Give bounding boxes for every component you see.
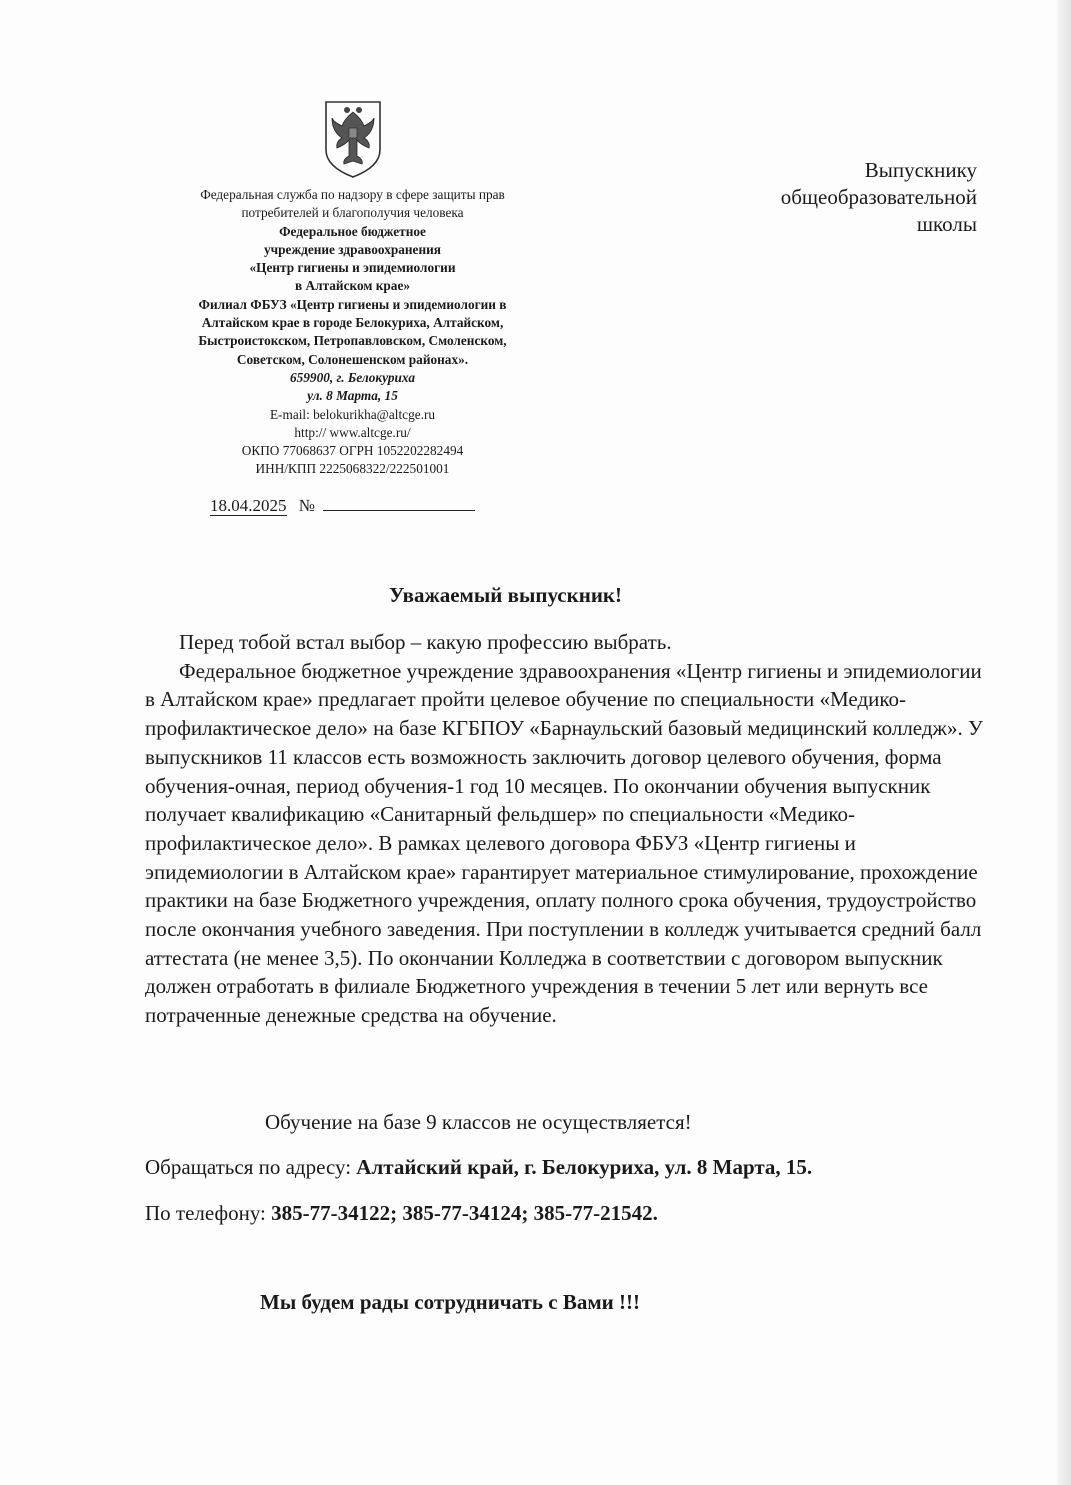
- scan-edge: [1057, 0, 1071, 1485]
- addressee-line: Выпускнику: [864, 158, 977, 182]
- letterhead-line: http:// www.altcge.ru/: [294, 424, 411, 440]
- letterhead-line: Федеральное бюджетное: [279, 223, 426, 239]
- letterhead-text: [160, 186, 545, 479]
- paragraph: Перед тобой встал выбор – какую профессию выбрать.: [179, 630, 672, 654]
- addressee-line: общеобразовательной: [780, 185, 977, 209]
- letter-date: 18.04.2025: [210, 496, 287, 515]
- letterhead-line: 659900, г. Белокуриха: [289, 369, 416, 385]
- salutation: Уважаемый выпускник!: [388, 583, 623, 607]
- letterhead-line: «Центр гигиены и эпидемиологии: [249, 260, 456, 276]
- contact-phone: [145, 1201, 658, 1226]
- letterhead: [160, 98, 545, 479]
- contact-address: [145, 1155, 812, 1180]
- closing: Мы будем рады сотрудничать с Вами !!!: [260, 1290, 640, 1314]
- letterhead-line: Алтайском крае в городе Белокуриха, Алтайском,: [201, 315, 504, 331]
- date-number-line: [210, 496, 475, 516]
- letterhead-line: учреждение здравоохранения: [264, 241, 441, 257]
- letterhead-line: E-mail: belokurikha@altcge.ru: [269, 406, 436, 422]
- letterhead-line: Советском, Солонешенском районах».: [236, 351, 469, 367]
- letter-body: [145, 628, 985, 1030]
- number-label: №: [298, 496, 315, 515]
- russian-coat-of-arms-icon: [320, 98, 386, 180]
- addressee-line: школы: [916, 212, 977, 236]
- letterhead-line: ИНН/КПП 2225068322/222501001: [255, 461, 450, 477]
- letterhead-line: потребителей и благополучия человека: [241, 205, 464, 221]
- address-value: Алтайский край, г. Белокуриха, ул. 8 Марта, 15.: [356, 1155, 813, 1179]
- phone-value: 385-77-34122; 385-77-34124; 385-77-21542.: [271, 1201, 658, 1225]
- letterhead-line: ОКПО 77068637 ОГРН 1052202282494: [241, 443, 464, 459]
- letterhead-line: в Алтайском крае»: [295, 278, 410, 294]
- address-label: Обращаться по адресу:: [145, 1155, 357, 1179]
- paragraph: Федеральное бюджетное учреждение здравоохранения «Центр гигиены и эпидемиологии в Алтайском крае» предлагает пройти целевое обучение по специальности «Медико-профилактическое дело» на базе КГБПОУ «Барнаульский базовый медицинский колледж». У выпускников 11 классов есть возможность заключить договор целевого обучения, форма обучения-очная, период обучения-1 год 10 месяцев. По окончании обучения выпускник получает квалификацию «Санитарный фельдшер» по специальности «Медико-профилактическое дело». В рамках целевого договора ФБУЗ «Центр гигиены и эпидемиологии в Алтайском крае» гарантирует материальное стимулирование, прохождение практики на базе Бюджетного учреждения, оплату полного срока обучения, трудоустройство после окончания учебного заведения. При поступлении в колледж учитывается средний балл аттестата (не менее 3,5). По окончании Колледжа в соответствии с договором выпускник должен отработать в филиале Бюджетного учреждения в течении 5 лет или вернуть все потраченные денежные средства на обучение.: [145, 658, 983, 1028]
- letterhead-line: Быстроистокском, Петропавловском, Смоленском,: [198, 333, 507, 349]
- letterhead-line: Филиал ФБУЗ «Центр гигиены и эпидемиологии в: [198, 296, 507, 312]
- phone-label: По телефону:: [145, 1201, 272, 1225]
- letterhead-line: ул. 8 Марта, 15: [307, 388, 398, 404]
- addressee: [781, 157, 977, 238]
- number-blank: [323, 496, 475, 511]
- letterhead-line: Федеральная служба по надзору в сфере защиты прав: [200, 187, 505, 202]
- notice: Обучение на базе 9 классов не осуществляется!: [265, 1110, 692, 1134]
